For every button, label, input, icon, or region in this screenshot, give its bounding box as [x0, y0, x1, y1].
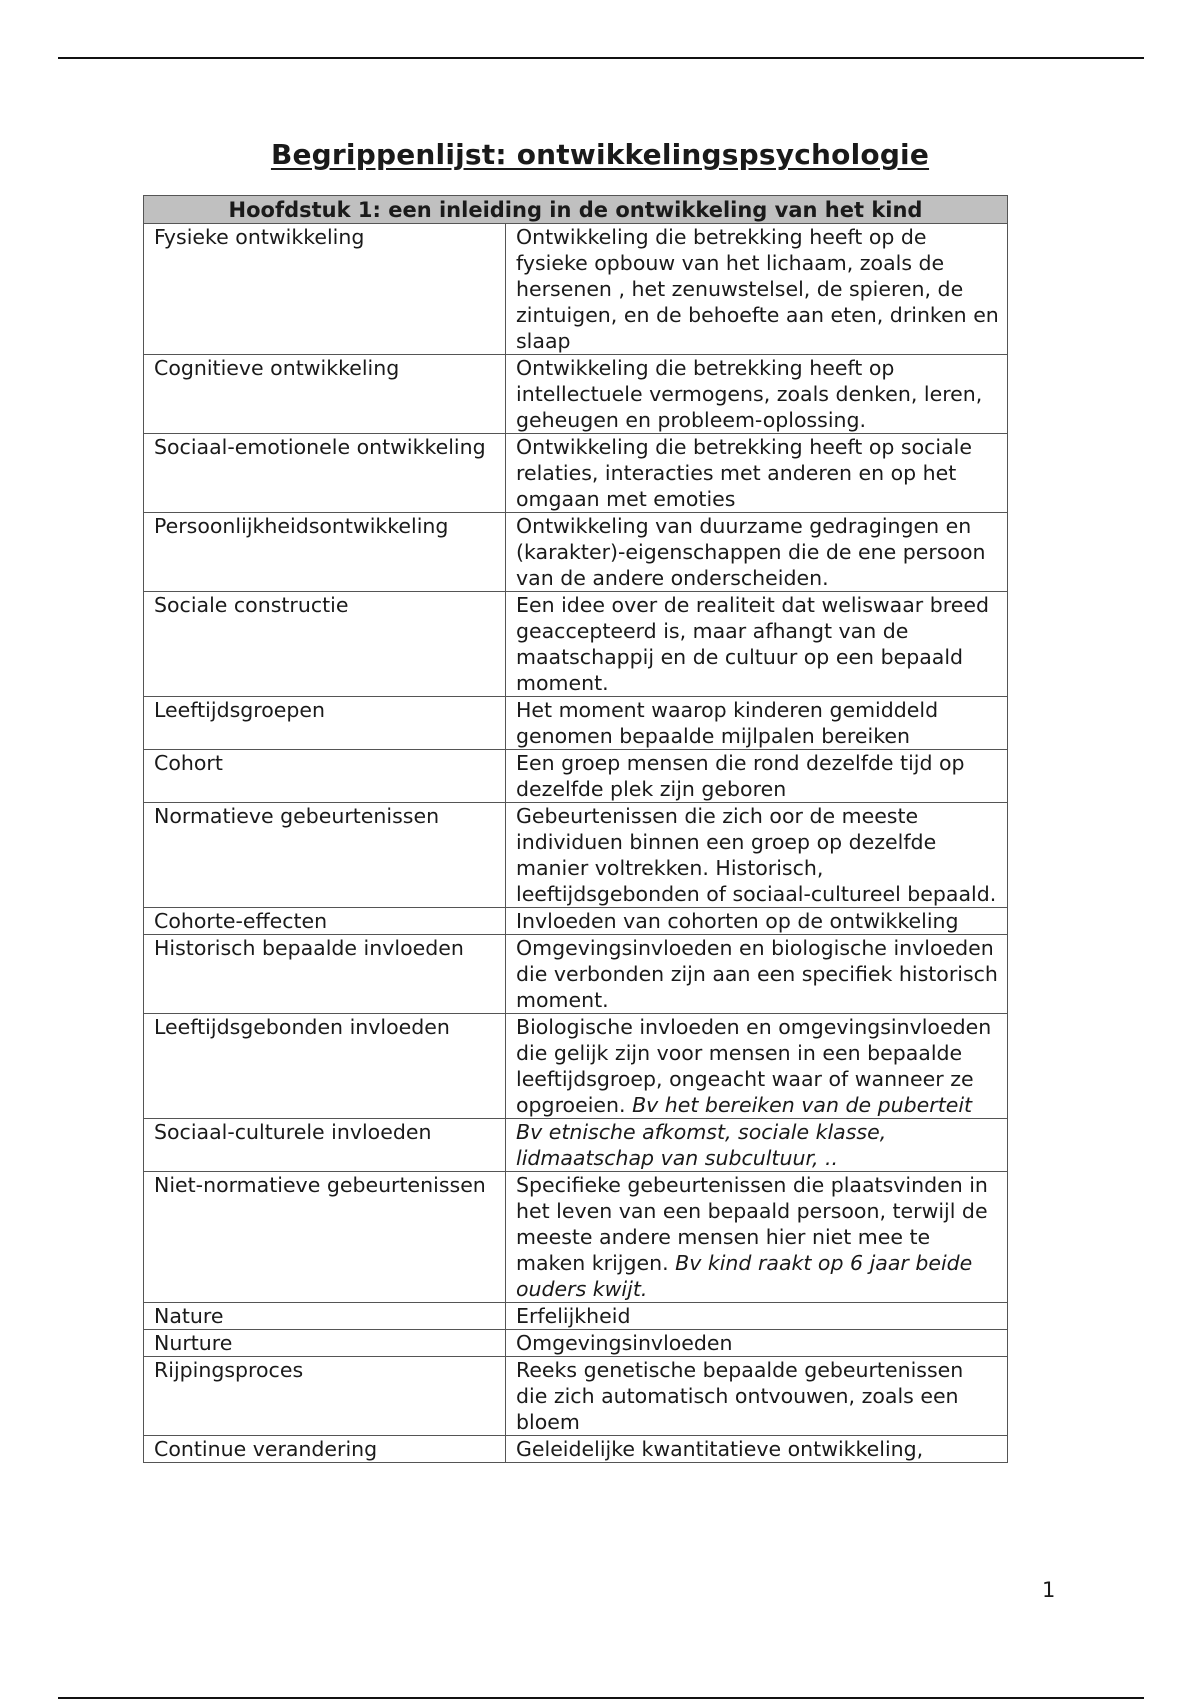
table-row [144, 908, 1008, 935]
term-cell: Sociale constructie [144, 592, 506, 697]
definition-cell [506, 750, 1008, 803]
term-cell: Normatieve gebeurtenissen [144, 803, 506, 908]
definition-text: Ontwikkeling die betrekking heeft op de fysieke opbouw van het lichaam, zoals de hersenen , het zenuwstelsel, de spieren, de zintuigen, en de behoefte aan eten, drinken en slaap [516, 225, 999, 353]
term-cell: Niet-normatieve gebeurtenissen [144, 1172, 506, 1303]
term-cell: Persoonlijkheidsontwikkeling [144, 513, 506, 592]
page-number: 1 [1042, 1578, 1056, 1602]
definition-text: Een groep mensen die rond dezelfde tijd op dezelfde plek zijn geboren [516, 751, 965, 801]
definition-cell [506, 1330, 1008, 1357]
table-row [144, 1303, 1008, 1330]
definition-text: Een idee over de realiteit dat weliswaar breed geaccepteerd is, maar afhangt van de maatschappij en de cultuur op een bepaald moment. [516, 593, 989, 695]
table-row [144, 355, 1008, 434]
definition-cell [506, 1014, 1008, 1119]
term-cell: Leeftijdsgroepen [144, 697, 506, 750]
definition-text: Omgevingsinvloeden [516, 1331, 733, 1355]
table-row [144, 697, 1008, 750]
glossary-table [143, 195, 1008, 1463]
definition-cell [506, 513, 1008, 592]
table-row [144, 750, 1008, 803]
definition-cell [506, 1357, 1008, 1436]
definition-text: Ontwikkeling van duurzame gedragingen en (karakter)-eigenschappen die de ene persoon van de andere onderscheiden. [516, 514, 986, 590]
definition-text: Biologische invloeden en omgevingsinvloeden die gelijk zijn voor mensen in een bepaalde leeftijdsgroep, ongeacht waar of wanneer ze opgroeien. [516, 1015, 992, 1117]
definition-text: Invloeden van cohorten op de ontwikkeling [516, 909, 959, 933]
page-title: Begrippenlijst: ontwikkelingspsychologie [270, 138, 930, 171]
table-row [144, 1172, 1008, 1303]
definition-text: Gebeurtenissen die zich oor de meeste individuen binnen een groep op dezelfde manier voltrekken. Historisch, leeftijdsgebonden of sociaal-cultureel bepaald. [516, 804, 997, 906]
table-row [144, 513, 1008, 592]
table-row [144, 434, 1008, 513]
definition-cell [506, 1172, 1008, 1303]
term-cell: Leeftijdsgebonden invloeden [144, 1014, 506, 1119]
definition-cell [506, 803, 1008, 908]
table-row [144, 1119, 1008, 1172]
definition-cell [506, 908, 1008, 935]
term-cell: Cognitieve ontwikkeling [144, 355, 506, 434]
term-cell: Sociaal-emotionele ontwikkeling [144, 434, 506, 513]
table-row [144, 1436, 1008, 1463]
definition-cell [506, 592, 1008, 697]
chapter-header: Hoofdstuk 1: een inleiding in de ontwikkeling van het kind [144, 196, 1008, 224]
definition-text: Ontwikkeling die betrekking heeft op intellectuele vermogens, zoals denken, leren, geheugen en probleem-oplossing. [516, 356, 983, 432]
term-cell: Sociaal-culturele invloeden [144, 1119, 506, 1172]
term-cell: Nurture [144, 1330, 506, 1357]
definition-text: Geleidelijke kwantitatieve ontwikkeling, [516, 1437, 924, 1461]
top-rule [58, 57, 1144, 59]
example-text: Bv etnische afkomst, sociale klasse, lidmaatschap van subcultuur, .. [516, 1120, 887, 1170]
definition-text: Reeks genetische bepaalde gebeurtenissen die zich automatisch ontvouwen, zoals een bloem [516, 1358, 964, 1434]
definition-text: Specifieke gebeurtenissen die plaatsvinden in het leven van een bepaald persoon, terwijl de meeste andere mensen hier niet mee te maken krijgen. [516, 1173, 988, 1275]
definition-text: Het moment waarop kinderen gemiddeld genomen bepaalde mijlpalen bereiken [516, 698, 939, 748]
definition-cell [506, 224, 1008, 355]
table-row [144, 224, 1008, 355]
term-cell: Fysieke ontwikkeling [144, 224, 506, 355]
example-text: Bv het bereiken van de puberteit [632, 1093, 973, 1117]
term-cell: Continue verandering [144, 1436, 506, 1463]
table-row [144, 592, 1008, 697]
bottom-rule [58, 1697, 1144, 1699]
definition-cell [506, 697, 1008, 750]
table-row [144, 1357, 1008, 1436]
definition-cell [506, 355, 1008, 434]
table-header-row [144, 196, 1008, 224]
table-row [144, 1330, 1008, 1357]
definition-cell [506, 1303, 1008, 1330]
term-cell: Nature [144, 1303, 506, 1330]
definition-text: Ontwikkeling die betrekking heeft op sociale relaties, interacties met anderen en op het omgaan met emoties [516, 435, 972, 511]
term-cell: Rijpingsproces [144, 1357, 506, 1436]
term-cell: Cohorte-effecten [144, 908, 506, 935]
definition-cell [506, 935, 1008, 1014]
definition-text: Erfelijkheid [516, 1304, 631, 1328]
table-row [144, 803, 1008, 908]
table-row [144, 935, 1008, 1014]
example-text: Bv kind raakt op 6 jaar beide ouders kwijt. [516, 1251, 973, 1301]
term-cell: Historisch bepaalde invloeden [144, 935, 506, 1014]
table-row [144, 1014, 1008, 1119]
definition-text: Omgevingsinvloeden en biologische invloeden die verbonden zijn aan een specifiek historisch moment. [516, 936, 998, 1012]
definition-cell [506, 1119, 1008, 1172]
definition-cell [506, 434, 1008, 513]
definition-cell [506, 1436, 1008, 1463]
term-cell: Cohort [144, 750, 506, 803]
